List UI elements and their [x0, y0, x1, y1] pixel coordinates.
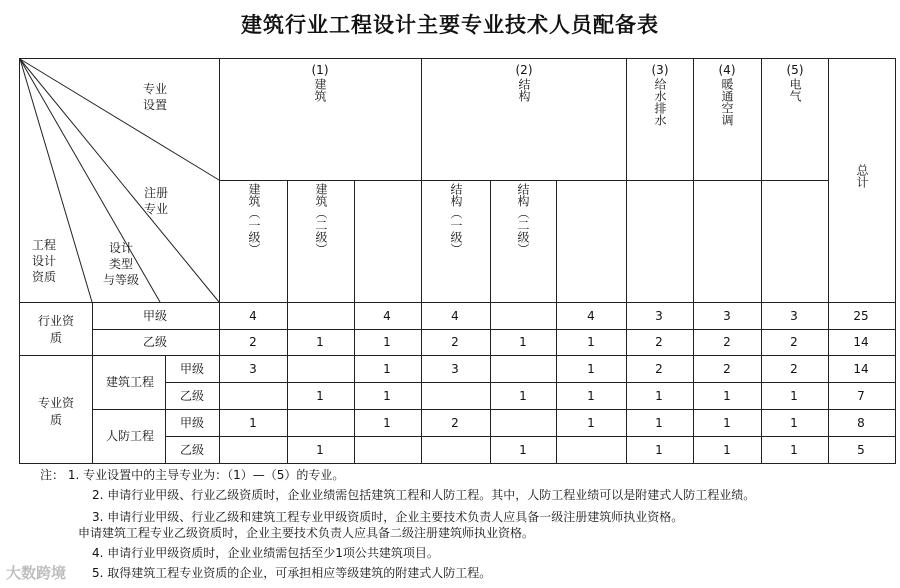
col-number: (3) — [651, 63, 669, 77]
table-cell: 1 — [519, 335, 527, 349]
table-cell: 1 — [249, 416, 257, 430]
table-cell: 1 — [316, 389, 324, 403]
label-line: 类型 — [108, 257, 133, 271]
label-line: 资质 — [31, 270, 56, 284]
note-2: 2. 申请行业甲级、行业乙级资质时，企业业绩需包括建筑工程和人防工程。其中，人防工程业绩可以是附建式人防工程业绩。 — [92, 488, 756, 502]
table-cell: 2 — [655, 335, 663, 349]
table-cell: 1 — [655, 389, 663, 403]
table-cell: 14 — [853, 362, 869, 376]
table-cell: 2 — [249, 335, 257, 349]
label-line: 设置 — [143, 98, 168, 112]
label-line: 注册 — [144, 186, 169, 200]
col-structure — [504, 62, 544, 102]
table-cell: 1 — [723, 416, 731, 430]
row-specialty: 专业资质 — [37, 396, 74, 427]
table-cell: 2 — [451, 335, 459, 349]
col-hvac — [707, 62, 747, 126]
table-cell: 1 — [383, 335, 391, 349]
table-cell: 1 — [519, 443, 527, 457]
col-name: 建筑 — [313, 78, 327, 102]
col-architecture — [300, 62, 340, 102]
table-cell: 1 — [655, 416, 663, 430]
table-cell: 1 — [790, 443, 798, 457]
header-design-type — [96, 240, 146, 288]
label-line: 工程 — [31, 238, 56, 252]
col-water — [640, 62, 680, 126]
label-line: 专业 — [143, 82, 168, 96]
table-cell: 1 — [723, 443, 731, 457]
sub-struct-2: 结构（二级） — [516, 183, 530, 255]
table-cell: 1 — [723, 389, 731, 403]
table-cell: 14 — [853, 335, 869, 349]
table-cell: 1 — [383, 416, 391, 430]
note-3b: 申请建筑工程专业乙级资质时，企业主要技术负责人应具备二级注册建筑师执业资格。 — [78, 526, 535, 540]
sub-struct-1: 结构（一级） — [449, 183, 463, 255]
table-cell: 2 — [723, 362, 731, 376]
table-cell: 3 — [451, 362, 459, 376]
table-cell: 3 — [655, 309, 663, 323]
label-line: 与等级 — [102, 273, 139, 287]
row-civil-defense: 人防工程 — [105, 429, 154, 443]
label-line: 设计 — [108, 241, 133, 255]
grade-b-civil: 乙级 — [179, 443, 204, 457]
col-name: 结构 — [517, 78, 531, 102]
table-cell: 1 — [519, 389, 527, 403]
table-cell: 2 — [790, 335, 798, 349]
table-cell: 8 — [857, 416, 865, 430]
col-number: (5) — [786, 63, 804, 77]
table-cell: 5 — [857, 443, 865, 457]
header-qualification — [24, 237, 64, 285]
col-number: (4) — [718, 63, 736, 77]
note-5: 5. 取得建筑工程专业资质的企业，可承担相应等级建筑的附建式人防工程。 — [92, 566, 492, 580]
table-cell: 4 — [451, 309, 459, 323]
table-cell: 2 — [790, 362, 798, 376]
grade-a-civil: 甲级 — [179, 416, 204, 430]
col-number: (1) — [311, 63, 329, 77]
watermark: 大数跨境 — [6, 564, 67, 582]
table-cell: 4 — [587, 309, 595, 323]
sub-arch-1: 建筑（一级） — [247, 183, 261, 255]
page-title: 建筑行业工程设计主要专业技术人员配备表 — [241, 13, 659, 37]
grade-a-building: 甲级 — [179, 362, 204, 376]
table-cell: 3 — [249, 362, 257, 376]
table-cell: 2 — [451, 416, 459, 430]
table-cell: 4 — [249, 309, 257, 323]
table-cell: 1 — [790, 416, 798, 430]
table-cell: 1 — [383, 362, 391, 376]
table-cell: 1 — [587, 362, 595, 376]
grade-a-industry: 甲级 — [142, 309, 167, 323]
col-total: 总计 — [855, 164, 869, 188]
col-name: 暖通空调 — [720, 78, 734, 126]
table-cell: 1 — [587, 389, 595, 403]
table-cell: 3 — [790, 309, 798, 323]
grade-b-building: 乙级 — [179, 389, 204, 403]
header-specialty-setting — [143, 81, 173, 113]
header-registered-specialty — [144, 185, 174, 217]
col-electric — [775, 62, 815, 102]
table-cell: 2 — [655, 362, 663, 376]
col-name: 电气 — [788, 78, 802, 102]
note-3: 3. 申请行业甲级、行业乙级和建筑工程专业甲级资质时，企业主要技术负责人应具备一级注册建筑师执业资格。 — [92, 510, 684, 524]
row-industry: 行业资质 — [37, 314, 74, 345]
col-number: (2) — [515, 63, 533, 77]
table-cell: 1 — [655, 443, 663, 457]
table-cell: 1 — [316, 443, 324, 457]
table-cell: 1 — [383, 389, 391, 403]
table-cell: 1 — [316, 335, 324, 349]
sub-arch-2: 建筑（二级） — [314, 183, 328, 255]
table-cell: 1 — [587, 335, 595, 349]
table-cell: 4 — [383, 309, 391, 323]
label-line: 专业 — [144, 202, 169, 216]
table-cell: 3 — [723, 309, 731, 323]
grade-b-industry: 乙级 — [142, 335, 167, 349]
note-1: 注： 1. 专业设置中的主导专业为：（1）—（5）的专业。 — [40, 468, 345, 482]
table-cell: 2 — [723, 335, 731, 349]
row-building: 建筑工程 — [105, 375, 154, 389]
table-cell: 7 — [857, 389, 865, 403]
note-4: 4. 申请行业甲级资质时，企业业绩需包括至少1项公共建筑项目。 — [92, 546, 439, 560]
col-name: 给水排水 — [653, 78, 667, 126]
table-cell: 25 — [853, 309, 869, 323]
table-cell: 1 — [587, 416, 595, 430]
label-line: 设计 — [31, 254, 56, 268]
table-cell: 1 — [790, 389, 798, 403]
